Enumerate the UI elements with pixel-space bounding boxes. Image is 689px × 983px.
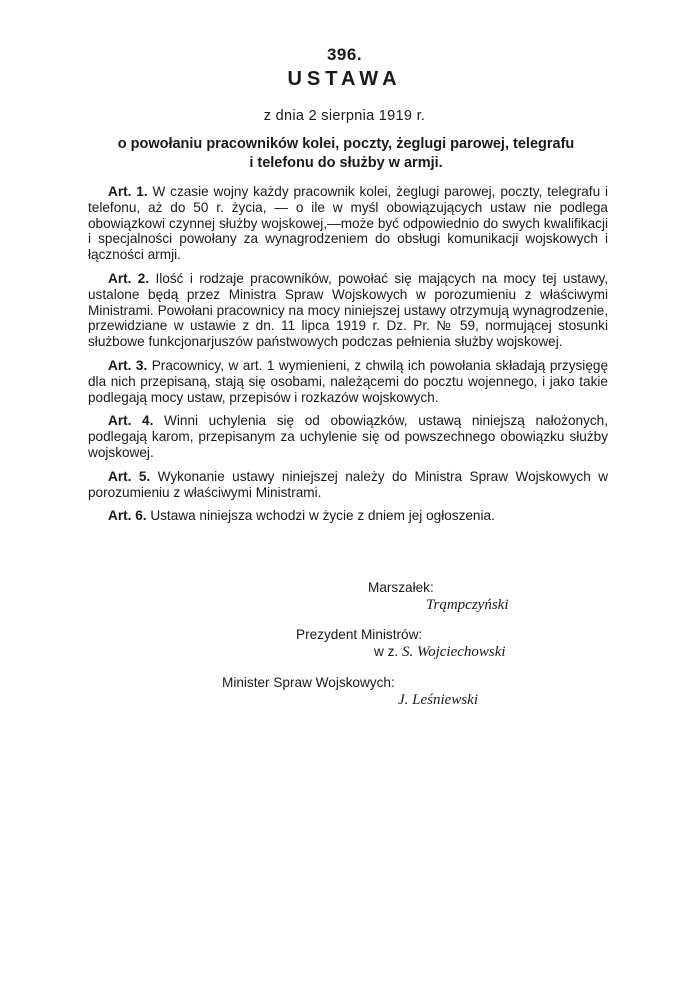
article-label: Art. 6. — [108, 508, 147, 524]
subject-line-2: i telefonu do służby w armji. — [249, 155, 443, 171]
prime-minister-name: S. Wojciechowski — [401, 644, 506, 660]
signature-military-minister — [222, 675, 478, 709]
article-1 — [88, 184, 608, 263]
prime-minister-title: Prezydent Ministrów: — [296, 627, 423, 642]
military-minister-name: J. Leśniewski — [398, 692, 478, 708]
article-3 — [88, 358, 608, 405]
document-title: USTAWA — [287, 68, 402, 90]
marshal-name: Trąmpczyński — [426, 597, 509, 613]
prime-minister-signature-line — [374, 644, 506, 661]
article-4 — [88, 413, 608, 460]
article-text: Wykonanie ustawy niniejszej należy do Ministra Spraw Wojskowych w porozumieniu z właściwymi Ministrami. — [88, 468, 609, 500]
subject-line-1: o powołaniu pracowników kolei, poczty, żeglugi parowej, telegrafu — [117, 136, 575, 152]
signature-prime-minister — [296, 627, 506, 661]
article-text: W czasie wojny każdy pracownik kolei, żeglugi parowej, poczty, telegrafu i telefonu, aż do 50 r. życia, — o ile w myśl obowiązujących ustaw nie podlega obowiązkowi czynnej służby wojskowej,—może być odpowiednio do swych kwalifikacji i specjalności powołany za wynagrodzeniem do obsługi komunikacji wojskowych i łączności armji. — [88, 184, 609, 263]
article-label: Art. 1. — [108, 184, 148, 199]
article-text: Winni uchylenia się od obowiązków, ustawą niniejszą nałożonych, podlegają karom, przepisanym za uchylenie się od powszechnego obowiązku służby wojskowej. — [88, 413, 608, 460]
articles-body — [88, 184, 608, 532]
article-5 — [88, 469, 608, 501]
article-text: Ilość i rodzaje pracowników, powołać się mających na mocy tej ustawy, ustalone będą przez Ministra Spraw Wojskowych w porozumieniu z właściwymi Ministrami. Powołani pracownicy na mocy niniejszej ustawy otrzymują wynagrodzenie, przewidziane w ustawie z dn. 11 lipca 1919 r. Dz. Pr. № 59, normującej stosunki służbowe funkcjonarjuszów państwowych podczas pełnienia służby wojskowej. — [88, 270, 609, 350]
article-label: Art. 3. — [108, 357, 148, 373]
article-text: Pracownicy, w art. 1 wymienieni, z chwilą ich powołania składają przysięgę dla nich przepisaną, stają się osobami, należącemi do pocztu wojennego, i jako takie podlegają mocy ustaw, przepisów i rozkazów wojskowych. — [88, 357, 609, 405]
signature-marshal — [368, 580, 509, 614]
subject-heading — [72, 135, 620, 173]
article-6 — [88, 508, 608, 524]
military-minister-title: Minister Spraw Wojskowych: — [222, 675, 395, 690]
article-label: Art. 5. — [108, 468, 151, 484]
marshal-title: Marszałek: — [368, 580, 434, 595]
page-number: 396. — [326, 45, 363, 64]
date-line: z dnia 2 sierpnia 1919 r. — [263, 108, 426, 124]
article-2 — [88, 271, 608, 350]
article-label: Art. 4. — [108, 413, 154, 429]
prime-minister-prefix: w z. — [374, 644, 399, 659]
article-text: Ustawa niniejsza wchodzi w życie z dniem jej ogłoszenia. — [150, 508, 495, 524]
article-label: Art. 2. — [108, 270, 150, 286]
